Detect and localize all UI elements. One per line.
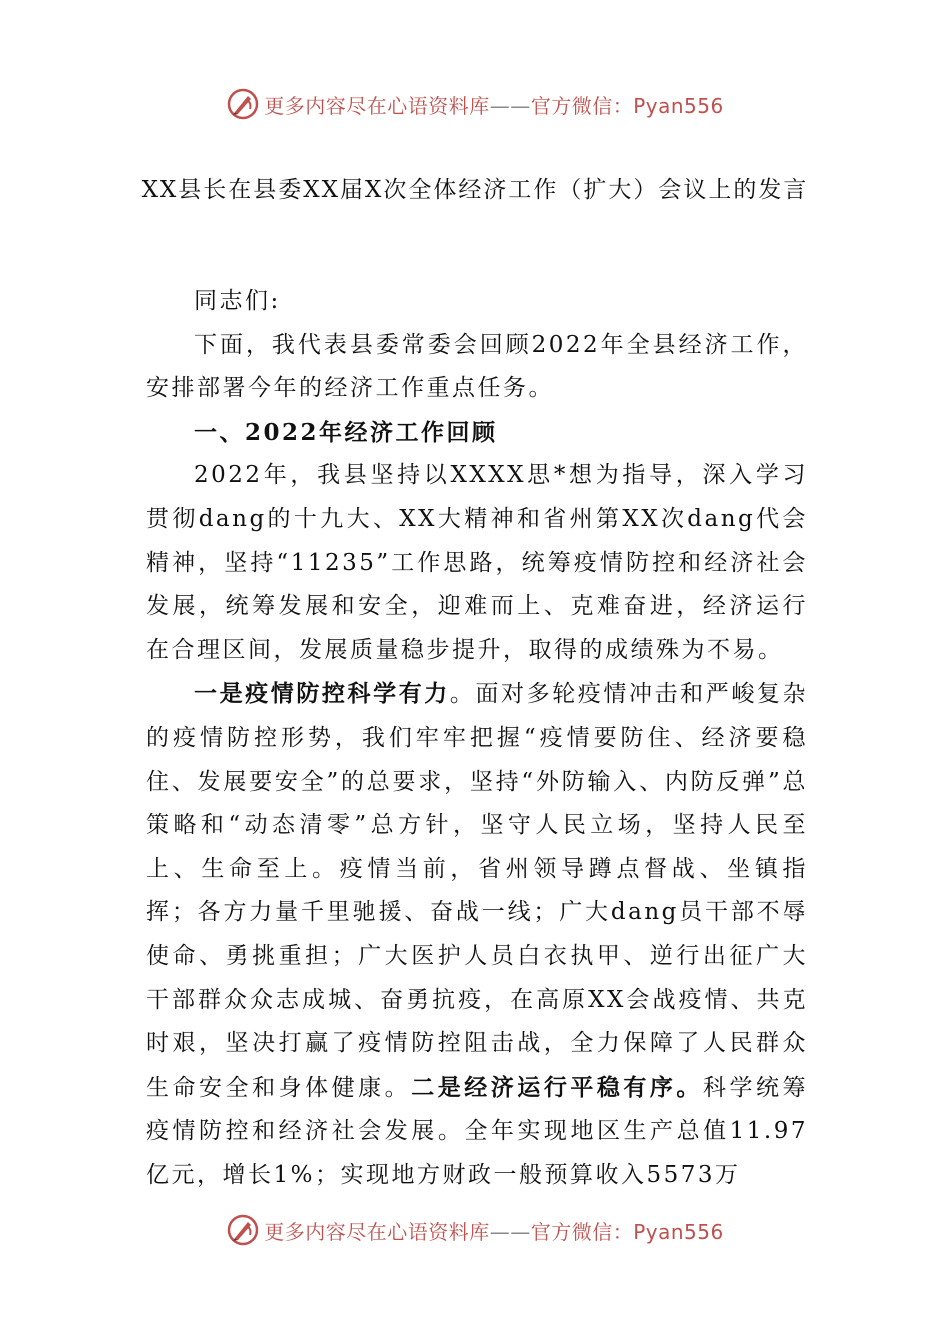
pen-logo-icon [226, 87, 260, 121]
watermark-text: 更多内容尽在心语资料库——官方微信：Pyan556 [264, 1219, 724, 1244]
document-title: XX县长在县委XX届X次全体经济工作（扩大）会议上的发言 [141, 177, 809, 203]
review-paragraph: 2022年，我县坚持以XXXX思*想为指导，深入学习贯彻dang的十九大、XX大精神和省州第XX次dang代会精神，坚持“11235”工作思路，统筹疫情防控和经济社会发展，统筹发展和安全，迎难而上、克难奋进，经济运行在合理区间，发展质量稳步提升，取得的成绩殊为不易。 [146, 462, 808, 663]
point-two-lead: 二是经济运行平稳有序。 [411, 1073, 703, 1101]
document-body [146, 280, 808, 1197]
epidemic-paragraph [146, 672, 808, 1197]
footer-watermark-banner [0, 1210, 950, 1250]
point-two-body: 科学统筹疫情防控和经济社会发展。全年实现地区生产总值11.97亿元，增长1%；实现地方财政一般预算收入5573万 [146, 1074, 809, 1188]
intro-paragraph: 下面，我代表县委常委会回顾2022年全县经济工作，安排部署今年的经济工作重点任务。 [146, 331, 808, 402]
salutation: 同志们: [194, 288, 281, 314]
point-one-lead: 一是疫情防控科学有力 [194, 680, 450, 708]
header-watermark-banner [0, 84, 950, 124]
pen-logo-icon [226, 1213, 260, 1247]
point-one-body: 。面对多轮疫情冲击和严峻复杂的疫情防控形势，我们牢牢把握“疫情要防住、经济要稳住、发展要安全”的总要求，坚持“外防输入、内防反弹”总策略和“动态清零”总方针，坚守人民立场，坚持人民至上、生命至上。疫情当前，省州领导蹲点督战、坐镇指挥；各方力量千里驰援、奋战一线；广大dang员干部不辱使命、勇挑重担；广大医护人员白衣执甲、逆行出征广大干部群众众志成城、奋勇抗疫，在高原XX会战疫情、共克时艰，坚决打赢了疫情防控阻击战，全力保障了人民群众生命安全和身体健康。 [146, 681, 809, 1101]
section-heading: 一、2022年经济工作回顾 [194, 418, 498, 446]
watermark-text: 更多内容尽在心语资料库——官方微信：Pyan556 [264, 93, 724, 118]
